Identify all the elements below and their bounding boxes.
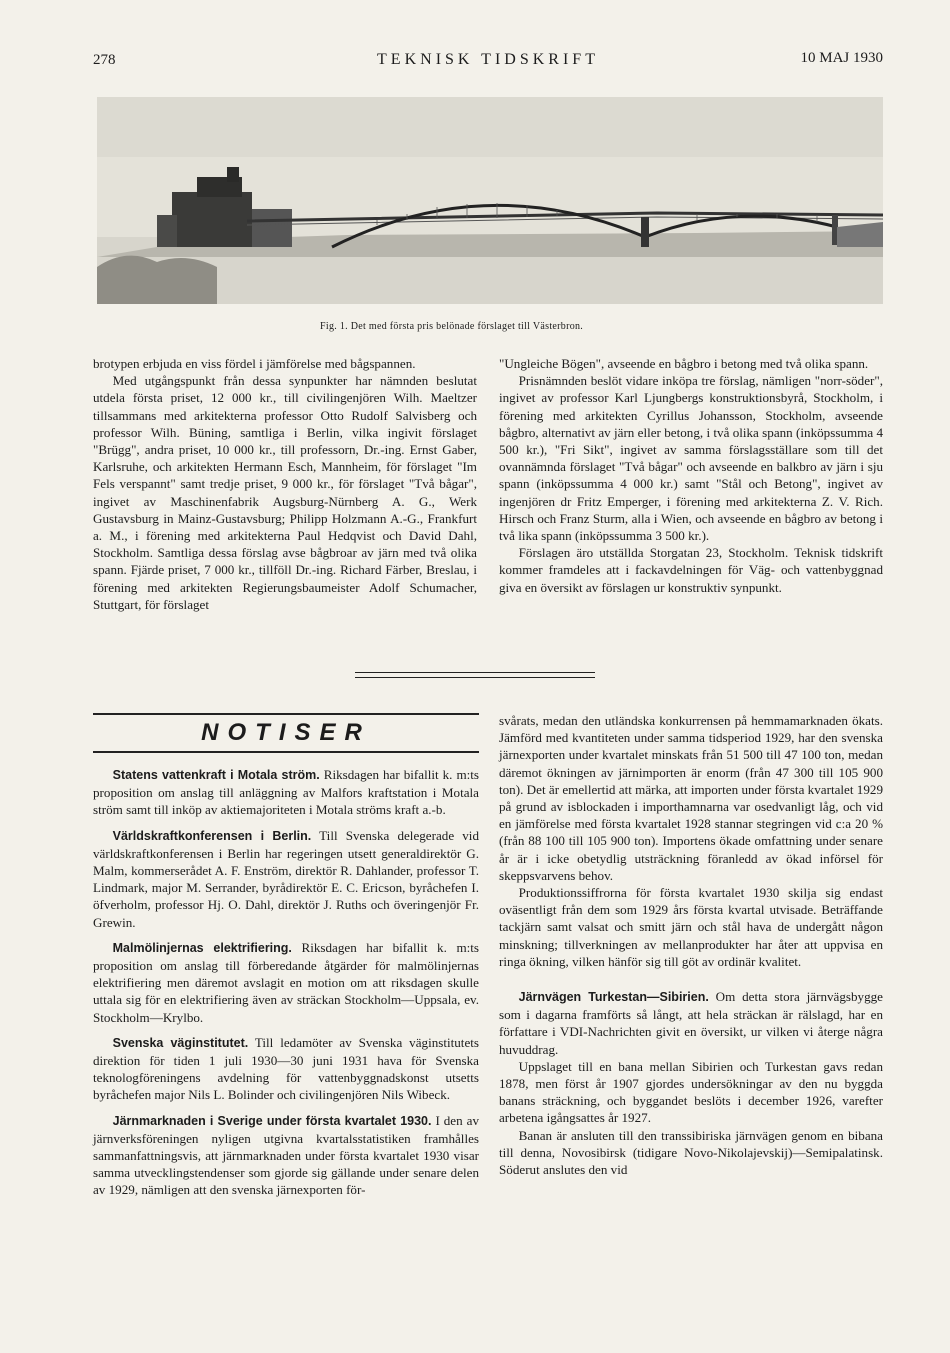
paragraph: brotypen erbjuda en viss fördel i jämförelse med bågspannen.: [93, 356, 416, 371]
bridge-illustration: [97, 97, 883, 304]
section-heading-box: [93, 713, 479, 753]
notice-title: Statens vattenkraft i Motala ström.: [112, 768, 320, 782]
notice: [93, 1034, 479, 1104]
notice: [499, 988, 883, 1058]
section-heading: NOTISER: [201, 719, 371, 746]
page-header: [93, 50, 883, 74]
lower-left-column: [93, 766, 479, 1199]
notice-text: I den av järnverksföreningen nyligen utgivna kvartalsstatistiken framhålles sammanfattningsvis, att järnmarknaden under första kvartalet 1930 visar samma utvecklingstendenser som gjorde sig gällande under senare delen av 1929, nämligen att den svenska järnexporten för-: [93, 1112, 479, 1198]
paragraph: Uppslaget till en bana mellan Sibirien och Turkestan gavs redan 1878, men först år 1907 gjordes undersökningar av den nu byggda banans sträckning, och byggandet beslöts i december 1926, varefter arbetena igångsattes år 1927.: [499, 1058, 883, 1126]
page-number: 278: [93, 52, 116, 68]
notice: [93, 827, 479, 931]
paragraph: Produktionssiffrorna för första kvartalet 1930 skilja sig endast oväsentligt från dem som 1929 års första kvartal utvisade. Beträffande tackjärn samt valsat och smitt järn och stål hava de undergått någon minskning; tillverkningen av mellanprodukter har åter att uppvisa en ringa ökning, vilken hänför sig till göt av ordinär kvalitet.: [499, 885, 883, 969]
section-divider: [355, 672, 595, 678]
notice-text: Om detta stora järnvägsbygge som i dagarna framförts så långt, att hela sträckan är rälslagd, har en författare i VDI-Nachrichten givit en översikt, ur vilken vi återge några huvuddrag.: [499, 989, 883, 1057]
notice-title: Järnvägen Turkestan—Sibirien.: [518, 990, 709, 1005]
upper-right-column: [499, 355, 883, 596]
paragraph: svårats, medan den utländska konkurrensen på hemmamarknaden ökats. Jämförd med kvantiteten under samma tidsperiod 1929, har den svenska järnexporten under kvartalet minskats från 51 500 till 47 100 ton, medan däremot ökningen av järnimporten är enorm (från 47 300 till 105 900 ton). Det är emellertid att märka, att importen under första kvartalet 1929 på grund av isblockaden i importhamnarna var osedvanligt låg, och vid en jämförelse med första kvartalet 1928 stannar stegringen vid c:a 20 % (från 88 100 till 105 900 ton). Importens ökade omfattning under senare år är i icke obetydlig utsträckning föranledd av ökad införsel för skeppsvarvens behov.: [499, 713, 883, 883]
paragraph: Med utgångspunkt från dessa synpunkter har nämnden beslutat utdela första priset, 12 000 kr., till civilingenjören Wilh. Maeltzer tillsammans med arkitekterna professor Otto Rudolf Salvisberg och professor Wilh. Büning, samtliga i Berlin, vilka ingivit förslaget "Brügg", andra priset, 10 000 kr., till professorn, Dr.-ing. Ernst Gaber, Karlsruhe, och arkitekten Hermann Esch, Mannheim, för förslaget "Im Fels verspannt" samt tredje priset, 9 000 kr., för förslaget "Två bågar", ingivet av Maschinenfabrik Augsburg-Nürnberg A. G., Werk Gustavsburg in Mainz-Gustavsburg; Philipp Holzmann A.-G., Frankfurt a. M., i förening med arkitekterna Paul Hedqvist och David Dahl, Stockholm. Samtliga dessa förslag avse bågbroar av järn med två olika spann. Fjärde priset, 7 000 kr., tillföll Dr.-ing. Richard Färber, Breslau, i förening med arkitekten Regierungsbaumeister Adolf Schumacher, Stuttgart, för förslaget: [93, 373, 477, 612]
paragraph: "Ungleiche Bögen", avseende en bågbro i betong med två olika spann.: [499, 356, 869, 371]
paragraph: Förslagen äro utställda Storgatan 23, Stockholm. Teknisk tidskrift kommer framdeles att i fackavdelningen för Väg- och vattenbyggnad giva en översikt av förslagen ur konstruktiv synpunkt.: [499, 545, 883, 595]
notice: [93, 766, 479, 819]
notice-title: Järnmarknaden i Sverige under första kvartalet 1930.: [112, 1113, 432, 1128]
paragraph: Prisnämnden beslöt vidare inköpa tre förslag, nämligen "norr-söder", ingivet av professor Karl Ljungbergs konstruktionsbyrå, Stockholm, i förening med arkitekten Cyrillus Johansson, Stockholm, avseende bågbro, alternativt av järn eller betong, i två olika spann (inköpssumma 4 500 kr.), "Fri Sikt", ingivet av samma förslagsställare som till det ovannämnda förslaget "Två bågar" och avseende en balkbro av järn i sju spann (inköpssumma 4 000 kr.) samt "Stål och Betong", ingivet av ingenjören dr Fritz Emperger, i förening med arkitekterna Z. V. Rich. Hirsch och Franz Sturm, alla i Wien, och avseende en bågbro av betong i två lika spann (inköpssumma 3 500 kr.).: [499, 373, 883, 544]
notice-title: Svenska väginstitutet.: [112, 1035, 249, 1050]
figure-caption: Fig. 1. Det med första pris belönade förslaget till Västerbron.: [320, 321, 584, 332]
upper-left-column: [93, 355, 477, 613]
notice-title: Malmölinjernas elektrifiering.: [112, 940, 292, 955]
issue-date: 10 MAJ 1930: [800, 50, 883, 66]
notice-text: Riksdagen har bifallit k. m:ts proposition om anslag till anläggning av Malfors kraftstation i Motala ström samt till inköp av aktiemajoriteten i Motala ströms kraft a.-b.: [93, 767, 480, 818]
notice-title: Världskraftkonferensen i Berlin.: [112, 828, 312, 843]
notice-text: Till Svenska delegerade vid världskraftkonferensen i Berlin har regeringen utsett generaldirektör G. Malm, kommerserådet A. F. Enström, direktör R. Dahlander, professor T. Lindmark, major M. Serrander, byrådirektör E. C. Ericson, byråchefen I. öfverholm, professor Hj. O. Dahl, direktör J. Ruths och överingenjör Fr. Grewin.: [93, 827, 479, 930]
notice-text: Riksdagen har bifallit k. m:ts proposition om anslag till förberedande åtgärder för malmölinjernas elektrifiering men däremot avslagit en motion om att riksdagen skulle uttala sig för en elektrifiering även av sträckan Stockholm—Uppsala, ev. Stockholm—Krylbo.: [93, 939, 479, 1025]
notice-text: Till ledamöter av Svenska väginstitutets direktion för tiden 1 juli 1930—30 juni 1931 hava för Svenska teknologföreningens avdelning för vattenbyggnadskonst utsetts byråchefen major Nils L. Bolinder och civilingenjören Nils Wibeck.: [93, 1034, 479, 1103]
lower-right-column: [499, 712, 883, 1178]
paragraph: Banan är ansluten till den transsibiriska järnvägen genom en bibana till denna, Novosibirsk (tidigare Novo-Nikolajevskij)—Semipalatinsk. Söderut anslutes den vid: [499, 1127, 883, 1178]
notice: [93, 1112, 479, 1199]
notice: [93, 939, 479, 1026]
journal-title: TEKNISK TIDSKRIFT: [377, 51, 599, 68]
